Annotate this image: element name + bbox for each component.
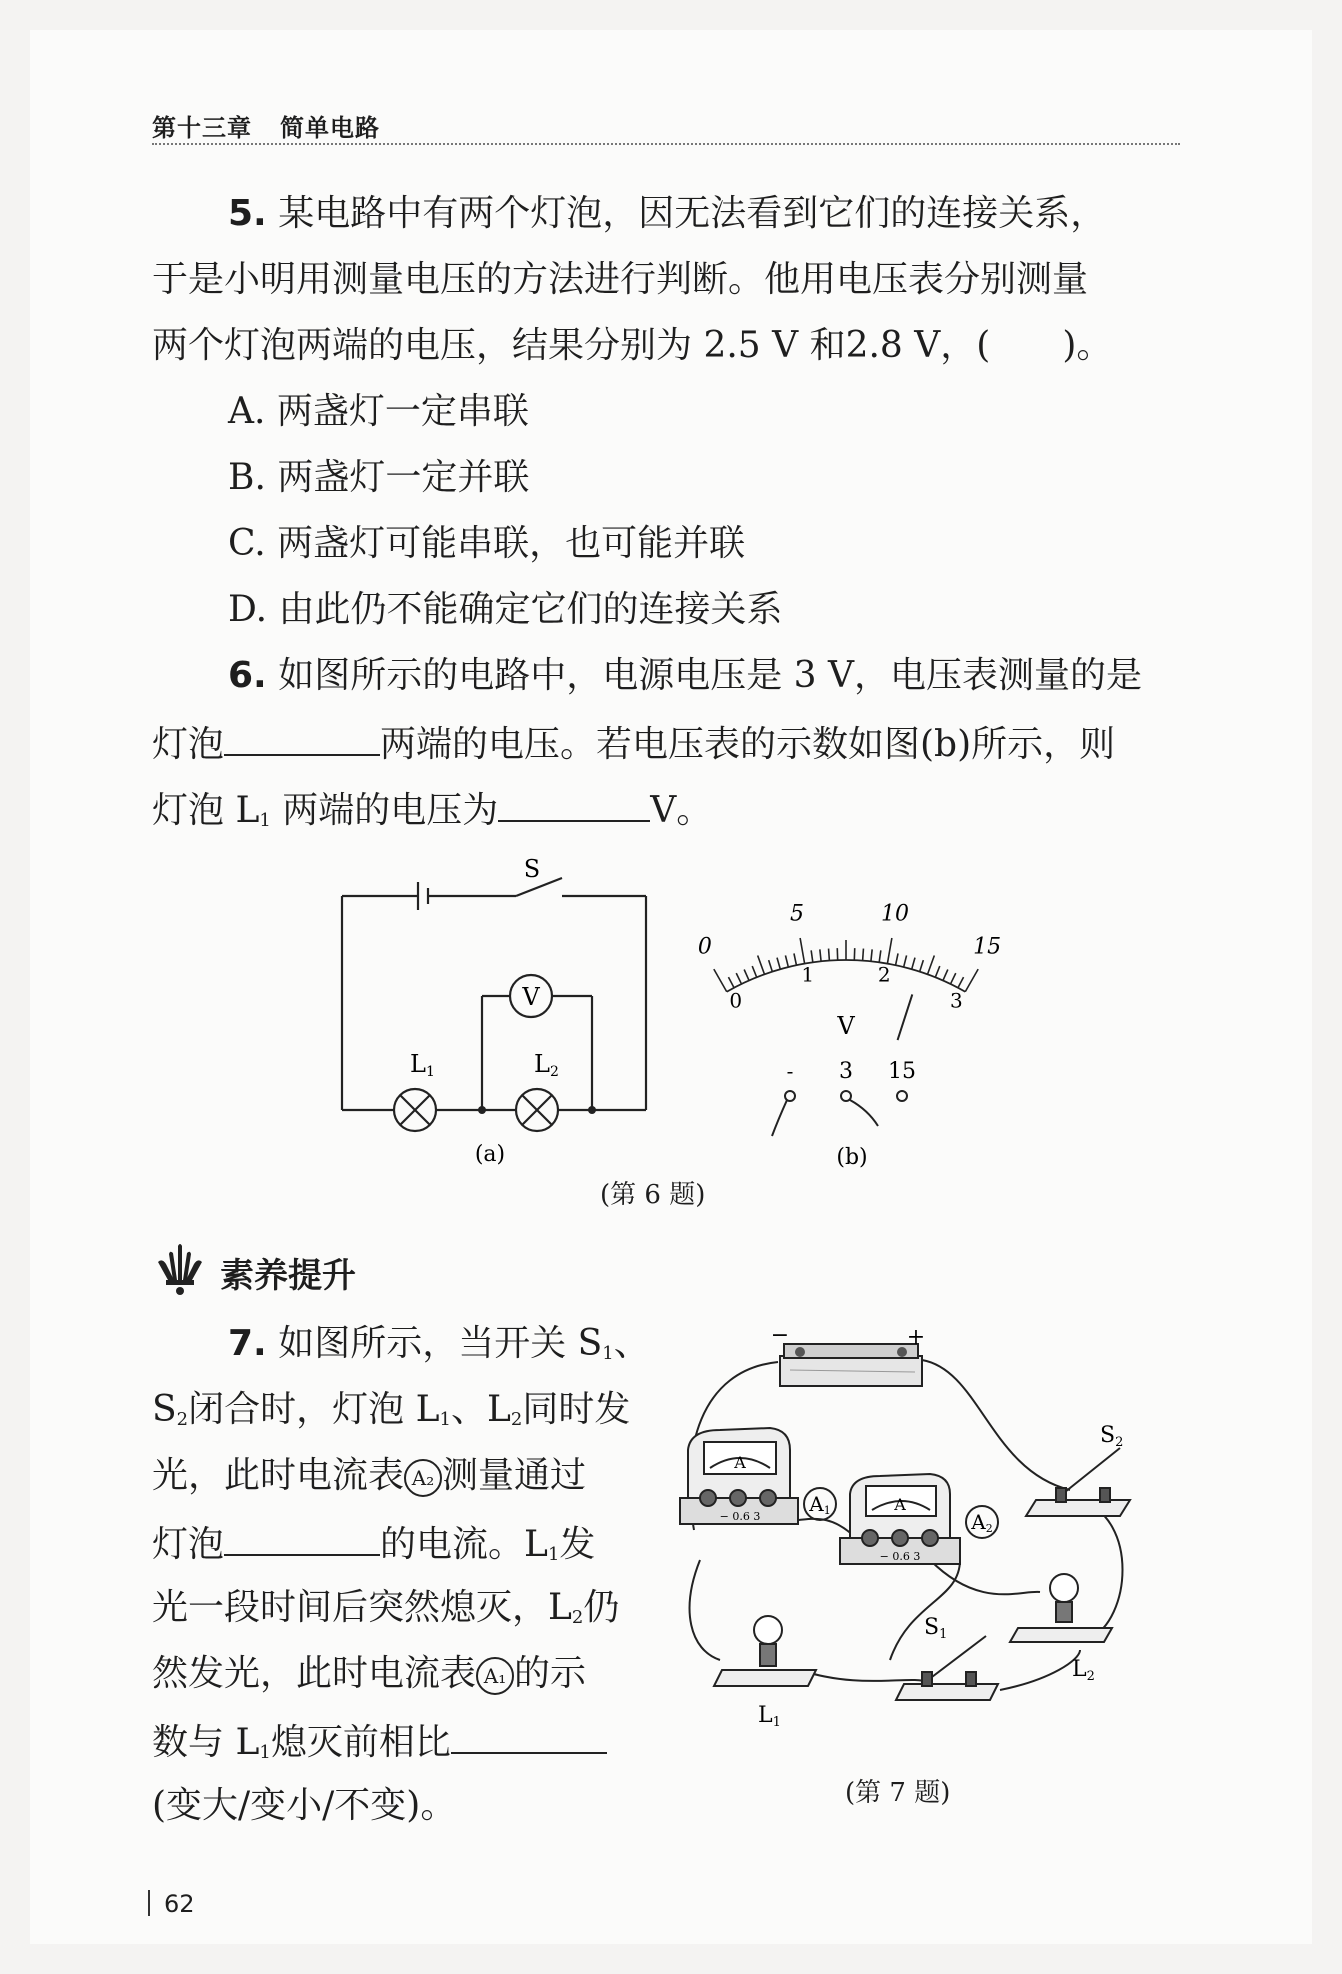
dial-tick [811,950,813,962]
lamp-l2-label: L2 [534,1050,559,1080]
dial-tick [728,977,734,988]
dial-tick [887,938,891,964]
switch-s-label: S [523,856,541,883]
q6-text-3a: 灯泡 L [152,790,260,831]
q5-number: 5. [228,193,267,234]
q7-sub-s2: 2 [176,1409,189,1430]
section-icon [152,1240,208,1296]
q6-circuit-diagram [330,856,670,1176]
ammeter-a1-label: A1 [809,1492,831,1517]
q7-text-6a: 然发光，此时电流表 [152,1653,477,1694]
q7-sub-s1: 1 [602,1343,614,1364]
battery-plus-label: + [906,1330,926,1350]
switch-s2 [1026,1448,1130,1516]
terminal-3-label: 3 [839,1059,853,1084]
lamp-l2 [1010,1574,1112,1642]
q7-line-6 [152,1653,587,1695]
dial-outer-label: 5 [790,901,805,927]
dial-tick [863,949,864,961]
q5-option-b[interactable]: B. 两盏灯一定并联 [228,457,530,498]
switch-s1-label: S1 [924,1615,948,1642]
dial-tick [912,958,915,970]
terminal-15-label: 15 [888,1059,916,1084]
lamp-l1 [714,1616,816,1686]
dial-tick [904,955,907,967]
q6-sub: 1 [259,810,271,831]
header-divider [152,143,1180,145]
q6-figure-caption: (第 6 题) [600,1180,706,1210]
q6-line-3 [152,790,712,830]
dial-tick [943,969,948,980]
q7-circuit-illustration [660,1330,1200,1750]
q6-text-2a: 灯泡 [152,724,225,765]
dial-tick [951,973,956,984]
dial-tick [769,960,773,971]
ammeter-a1-face: A [734,1453,746,1472]
dial-inner-label: 2 [877,962,891,987]
q7-text-7a: 数与 L [152,1722,260,1763]
q7-figure-caption: (第 7 题) [845,1778,951,1808]
dial-tick [820,949,821,961]
ammeter-a2-face: A [894,1495,906,1514]
ammeter-a1-symbol: A₁ [476,1657,514,1695]
switch-s1 [896,1636,998,1700]
q7-text-4b: 的电流。L [380,1524,548,1565]
dial-tick [785,955,788,967]
q7-line-3 [152,1455,587,1497]
q7-line-7 [152,1722,607,1762]
q5-line-1 [228,193,1107,234]
battery-minus-label: − [770,1330,790,1348]
dial-needle [898,994,913,1040]
q7-text-2d: 同时发 [522,1389,631,1430]
dial-tick [958,977,964,988]
q5-line-3: 两个灯泡两端的电压，结果分别为 2.5 V 和2.8 V，( )。 [152,325,1113,366]
dial-inner-label: 1 [801,962,815,987]
terminal-minus-label: - [786,1059,794,1083]
chapter-number: 第十三章 [152,114,252,142]
dial-inner-label: 3 [949,988,963,1013]
dial-tick [800,938,804,964]
dial-tick [920,960,924,971]
dial-tick [714,969,727,992]
ammeter-a2-symbol: A₂ [404,1459,442,1497]
dial-tick [928,955,935,974]
q6-text-2b: 两端的电压。若电压表的示数如图(b)所示，则 [380,724,1116,765]
battery [780,1344,922,1386]
fig-b-caption: (b) [836,1145,868,1170]
q6-blank-2[interactable] [498,790,650,822]
q7-text-4a: 灯泡 [152,1524,225,1565]
q6-blank-1[interactable] [224,724,380,756]
section-heading [152,1240,356,1305]
q7-text-1-end: 、 [613,1323,650,1364]
lamp-l1-label: L1 [410,1050,435,1080]
q7-line-8: (变大/变小/不变)。 [152,1785,457,1826]
q7-blank-2[interactable] [451,1722,607,1754]
chapter-title: 简单电路 [280,114,380,142]
dial-tick [829,949,830,961]
q7-text-5a: 光一段时间后突然熄灭，L [152,1587,572,1628]
dial-tick [758,955,765,974]
ammeter-a2-label: A2 [971,1510,993,1535]
dial-tick [935,966,939,977]
voltmeter-label: V [522,983,540,1011]
q7-number: 7. [228,1323,267,1364]
q7-sub-7: 1 [259,1742,271,1763]
lamp-l2-fig-label: L2 [1072,1657,1095,1684]
dial-tick [965,969,978,992]
page-number-text: 62 [164,1890,195,1918]
dial-tick [736,973,741,984]
q7-sub-4: 1 [547,1544,560,1565]
q7-text-2a: S [152,1389,177,1430]
dial-inner-label: 0 [729,988,743,1013]
q7-text-3a: 光，此时电流表 [152,1455,405,1496]
dial-tick [777,958,780,970]
q5-option-d[interactable]: D. 由此仍不能确定它们的连接关系 [228,589,783,630]
q7-sub-5: 2 [571,1607,584,1628]
dial-tick [879,950,881,962]
dial-outer-label: 0 [697,934,712,960]
ammeter-a1-terminals: − 0.6 3 [719,1510,761,1523]
q7-text-1: 如图所示，当开关 S [278,1323,603,1364]
q7-sub-l2: 2 [510,1409,523,1430]
q5-option-c[interactable]: C. 两盏灯可能串联，也可能并联 [228,523,746,564]
dial-tick [871,949,872,961]
ammeter-a2-terminals: − 0.6 3 [879,1550,921,1563]
q6-text-1: 如图所示的电路中，电源电压是 3 V，电压表测量的是 [278,655,1142,696]
q6-number: 6. [228,655,267,696]
q7-text-4c: 发 [559,1524,596,1565]
dial-tick [744,969,749,980]
q7-text-3b: 测量通过 [442,1455,587,1496]
q7-line-2 [152,1389,631,1430]
lamp-l1-fig-label: L1 [758,1703,781,1730]
q7-sub-l1: 1 [439,1409,451,1430]
q7-line-5 [152,1587,620,1628]
q7-text-2c: 、L [450,1389,511,1430]
chapter-header [152,108,408,143]
q6-line-1 [228,655,1142,696]
dial-tick [794,953,796,965]
section-title: 素养提升 [220,1256,356,1296]
q5-option-a[interactable]: A. 两盏灯一定串联 [228,391,529,432]
q7-line-4 [152,1524,595,1564]
dial-outer-label: 10 [880,901,909,927]
q7-line-1 [228,1323,650,1364]
q7-text-7b: 熄灭前相比 [270,1722,451,1763]
q6-text-3c: V。 [650,790,713,831]
dial-unit: V [837,1012,855,1040]
q6-text-3b: 两端的电压为 [270,790,499,831]
page-number-bar [148,1890,150,1916]
q5-text-1: 某电路中有两个灯泡，因无法看到它们的连接关系， [278,193,1107,234]
fig-a-caption: (a) [474,1142,506,1167]
q7-text-5b: 仍 [583,1587,620,1628]
q5-line-2: 于是小明用测量电压的方法进行判断。他用电压表分别测量 [152,259,1089,300]
q6-line-2 [152,724,1115,763]
switch-s2-label: S2 [1100,1423,1124,1450]
dial-outer-label: 15 [973,934,1002,960]
q7-text-6b: 的示 [514,1653,587,1694]
page-number [148,1890,195,1918]
q7-blank-1[interactable] [224,1524,380,1556]
q6-voltmeter-dial [680,900,1020,1176]
dial-tick [752,966,756,977]
dial-tick [896,953,898,965]
q7-text-2b: 闭合时，灯泡 L [188,1389,440,1430]
